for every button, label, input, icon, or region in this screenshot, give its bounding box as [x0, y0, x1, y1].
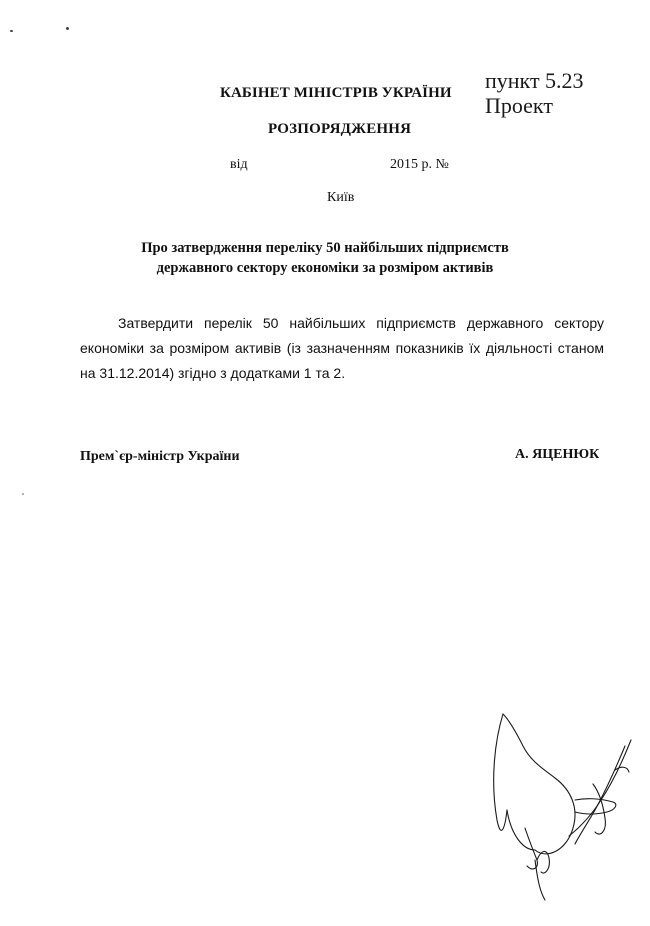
- signatory-role: Прем`єр-міністр України: [80, 449, 240, 464]
- body-paragraph-text: Затвердити перелік 50 найбільших підприємств державного сектору економіки за розміром активів (із зазначенням показників їх діяльності станом на 31.12.2014) згідно з додатками 1 та 2.: [80, 315, 604, 381]
- subject-line-2: державного сектору економіки за розміром активів: [156, 260, 494, 276]
- date-prefix: від: [230, 157, 248, 172]
- document-type: РОЗПОРЯДЖЕННЯ: [268, 121, 412, 137]
- body-paragraph: [80, 311, 604, 386]
- scan-mark: [22, 493, 24, 495]
- organization-title: КАБІНЕТ МІНІСТРІВ УКРАЇНИ: [220, 85, 452, 101]
- subject-line-1: Про затвердження переліку 50 найбільших підприємств: [141, 240, 509, 256]
- handwritten-signature: [475, 700, 645, 910]
- scan-mark: [66, 27, 69, 30]
- stamp-item-number: пункт 5.23: [485, 68, 584, 93]
- stamp-draft-label: Проект: [485, 93, 553, 118]
- signatory-name: А. ЯЦЕНЮК: [515, 447, 600, 462]
- scan-mark: [10, 30, 13, 32]
- city: Київ: [327, 190, 355, 205]
- date-year-number: 2015 р. №: [390, 157, 449, 172]
